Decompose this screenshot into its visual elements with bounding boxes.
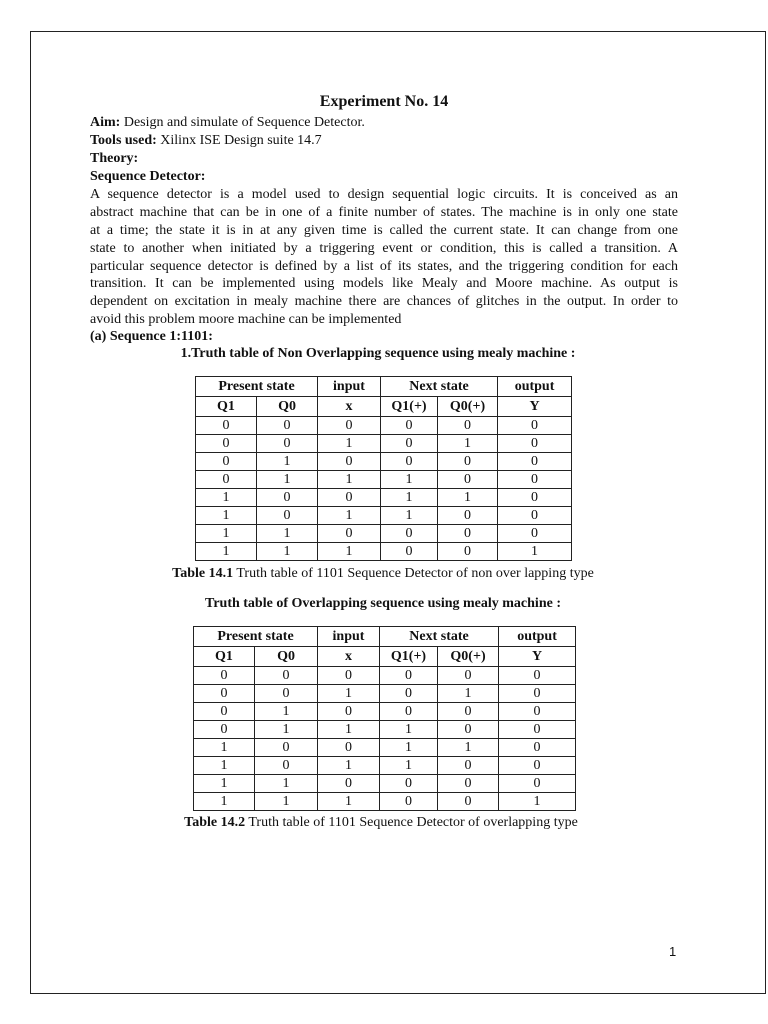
table-row: 1 1 1 0 0 1 — [194, 793, 576, 811]
sequence-detector-heading: Sequence Detector: — [90, 169, 206, 184]
table-row: 1 0 1 1 0 0 — [196, 507, 572, 525]
subheader-q0-next: Q0(+) — [438, 647, 499, 667]
paragraph-line: A sequence detector is a model used to design sequential logic circuits. It is conceived as an — [90, 187, 678, 202]
table-row: 1 0 0 1 1 0 — [194, 739, 576, 757]
paragraph-line: particular sequence detector is defined by a list of its states, and the triggering condition for each — [90, 258, 678, 274]
table-row: 0 1 1 1 0 0 — [194, 721, 576, 739]
header-next-state: Next state — [380, 627, 499, 647]
paragraph-line: transition. It can be implemented using models like Mealy and Moore machine. As output is — [90, 276, 678, 292]
tools-text: Xilinx ISE Design suite 14.7 — [156, 133, 322, 148]
theory-heading: Theory: — [90, 151, 139, 166]
header-output: output — [499, 627, 576, 647]
subheader-x: x — [318, 397, 381, 417]
tools-line — [90, 132, 322, 149]
table-row: 0 0 1 0 1 0 — [194, 685, 576, 703]
table-row: 1 1 0 0 0 0 — [196, 525, 572, 543]
truth-table-1 — [195, 376, 572, 561]
table-row: 0 0 0 0 0 0 — [196, 417, 572, 435]
table2-heading: Truth table of Overlapping sequence using mealy machine : — [205, 596, 561, 611]
aim-text: Design and simulate of Sequence Detector. — [120, 115, 365, 130]
subheader-q0: Q0 — [255, 647, 318, 667]
subheader-q0: Q0 — [257, 397, 318, 417]
paragraph-line: dependent on excitation in mealy machine there are chances of glitches in the output. In order to — [90, 294, 678, 310]
table-row: 1 1 0 0 0 0 — [194, 775, 576, 793]
header-present-state: Present state — [194, 627, 318, 647]
table-row: 1 1 1 0 0 1 — [196, 543, 572, 561]
header-output: output — [498, 377, 572, 397]
table1-heading: 1.Truth table of Non Overlapping sequence using mealy machine : — [180, 346, 576, 361]
header-input: input — [318, 377, 381, 397]
subheader-q1: Q1 — [194, 647, 255, 667]
header-next-state: Next state — [381, 377, 498, 397]
aim-label: Aim: — [90, 115, 121, 130]
subheader-x: x — [318, 647, 380, 667]
theory-paragraph — [90, 186, 678, 329]
paragraph-line: at a time; the state it is in at any given time is called the current state. It can change from one — [90, 222, 678, 238]
section-a-heading: (a) Sequence 1:1101: — [90, 329, 213, 344]
table-row: 1 0 1 1 0 0 — [194, 757, 576, 775]
subheader-q1-next: Q1(+) — [380, 647, 438, 667]
table-row: 0 1 0 0 0 0 — [194, 703, 576, 721]
truth-table-2 — [193, 626, 576, 811]
paragraph-line: avoid this problem moore machine can be implemented — [90, 312, 402, 328]
subheader-q1: Q1 — [196, 397, 257, 417]
subheader-q1-next: Q1(+) — [381, 397, 438, 417]
table2-caption: Table 14.2 Truth table of 1101 Sequence Detector of overlapping type — [184, 815, 578, 830]
paragraph-line: abstract machine that can be in one of a finite number of states. The machine is in only one state — [90, 204, 678, 220]
aim-line — [90, 114, 365, 131]
subheader-y: Y — [498, 397, 572, 417]
header-input: input — [318, 627, 380, 647]
table-row: 0 1 0 0 0 0 — [196, 453, 572, 471]
subheader-q0-next: Q0(+) — [438, 397, 498, 417]
table-row: 0 0 0 0 0 0 — [194, 667, 576, 685]
subheader-y: Y — [499, 647, 576, 667]
table-row: 0 0 1 0 1 0 — [196, 435, 572, 453]
page-number: 1 — [669, 944, 677, 959]
header-present-state: Present state — [196, 377, 318, 397]
table-row: 1 0 0 1 1 0 — [196, 489, 572, 507]
table-row: 0 1 1 1 0 0 — [196, 471, 572, 489]
page-title: Experiment No. 14 — [319, 93, 449, 110]
paragraph-line: state to another when initiated by a triggering event or condition, this is called a transition. A — [90, 240, 678, 256]
table1-caption: Table 14.1 Truth table of 1101 Sequence Detector of non over lapping type — [172, 566, 594, 581]
tools-label: Tools used: — [90, 133, 157, 148]
